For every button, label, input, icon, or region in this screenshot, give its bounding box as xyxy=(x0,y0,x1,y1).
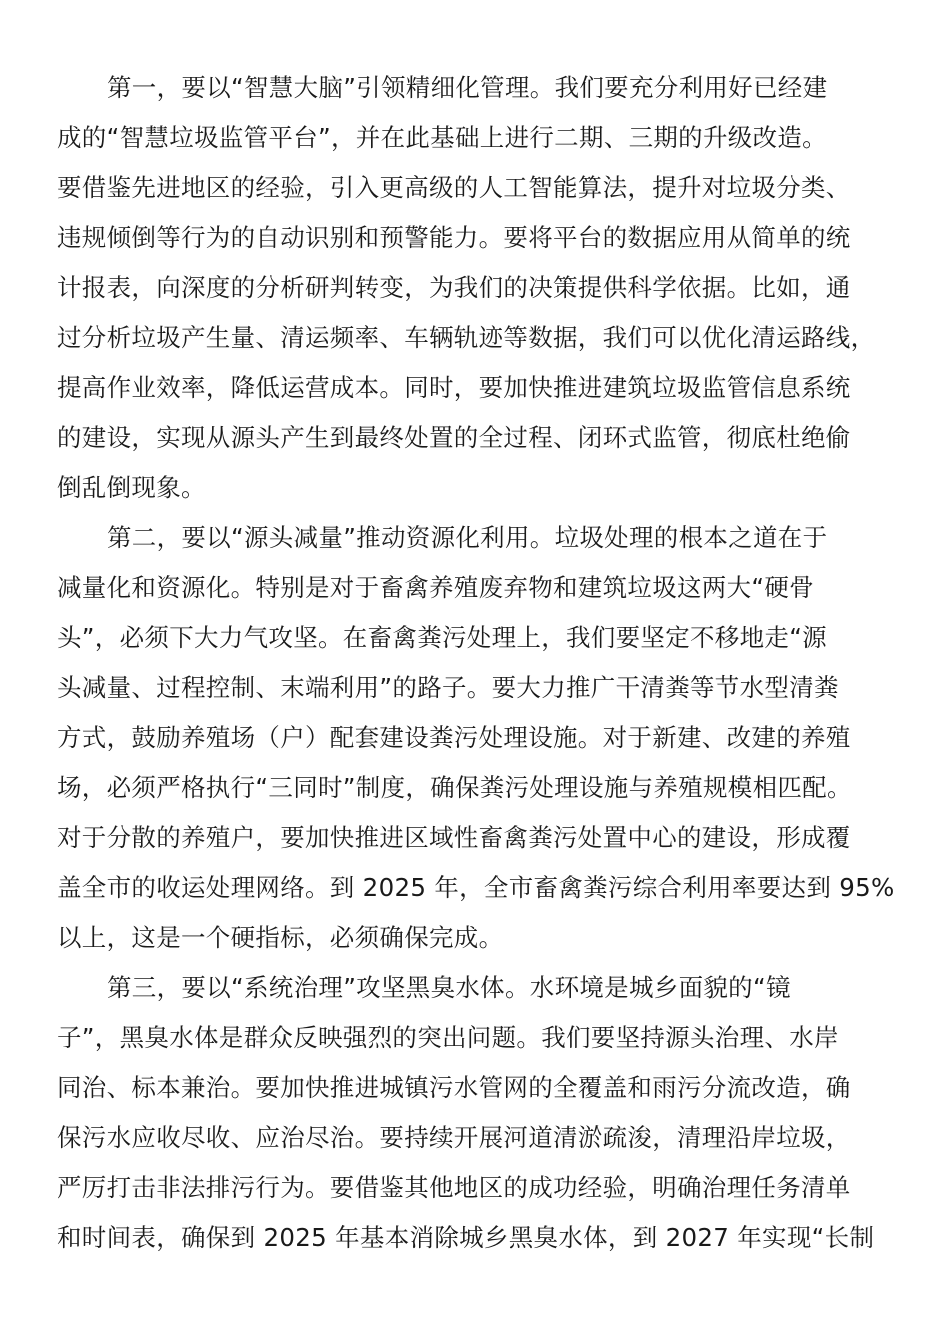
paragraph-2-line-8: 盖全市的收运处理网络。到 2025 年，全市畜禽粪污综合利用率要达到 95% xyxy=(57,873,895,902)
paragraph-2-line-4: 头减量、过程控制、末端利用”的路子。要大力推广干清粪等节水型清粪 xyxy=(57,673,839,702)
paragraph-2-line-6: 场，必须严格执行“三同时”制度，确保粪污处理设施与养殖规模相匹配。 xyxy=(57,773,852,802)
paragraph-2-line-1: 第二，要以“源头减量”推动资源化利用。垃圾处理的根本之道在于 xyxy=(107,523,828,552)
paragraph-1-line-3: 要借鉴先进地区的经验，引入更高级的人工智能算法，提升对垃圾分类、 xyxy=(57,173,851,202)
paragraph-3-line-3: 同治、标本兼治。要加快推进城镇污水管网的全覆盖和雨污分流改造，确 xyxy=(57,1073,851,1102)
paragraph-3-line-2: 子”，黑臭水体是群众反映强烈的突出问题。我们要坚持源头治理、水岸 xyxy=(57,1023,839,1052)
paragraph-1-line-7: 提高作业效率，降低运营成本。同时，要加快推进建筑垃圾监管信息系统 xyxy=(57,373,851,402)
paragraph-1-line-4: 违规倾倒等行为的自动识别和预警能力。要将平台的数据应用从简单的统 xyxy=(57,223,851,252)
paragraph-2-line-5: 方式，鼓励养殖场（户）配套建设粪污处理设施。对于新建、改建的养殖 xyxy=(57,723,851,752)
paragraph-2-line-9: 以上，这是一个硬指标，必须确保完成。 xyxy=(57,923,504,952)
paragraph-3-line-4: 保污水应收尽收、应治尽治。要持续开展河道清淤疏浚，清理沿岸垃圾， xyxy=(57,1123,851,1152)
paragraph-2-line-7: 对于分散的养殖户，要加快推进区域性畜禽粪污处置中心的建设，形成覆 xyxy=(57,823,851,852)
paragraph-2-line-2: 减量化和资源化。特别是对于畜禽养殖废弃物和建筑垃圾这两大“硬骨 xyxy=(57,573,814,602)
paragraph-1-line-1: 第一，要以“智慧大脑”引领精细化管理。我们要充分利用好已经建 xyxy=(107,73,828,102)
paragraph-1-line-5: 计报表，向深度的分析研判转变，为我们的决策提供科学依据。比如，通 xyxy=(57,273,851,302)
paragraph-1-line-2: 成的“智慧垃圾监管平台”，并在此基础上进行二期、三期的升级改造。 xyxy=(57,123,827,152)
paragraph-1-line-6: 过分析垃圾产生量、清运频率、车辆轨迹等数据，我们可以优化清运路线， xyxy=(57,323,876,352)
paragraph-3-line-5: 严厉打击非法排污行为。要借鉴其他地区的成功经验，明确治理任务清单 xyxy=(57,1173,851,1202)
paragraph-1-line-8: 的建设，实现从源头产生到最终处置的全过程、闭环式监管，彻底杜绝偷 xyxy=(57,423,851,452)
paragraph-3-line-6: 和时间表，确保到 2025 年基本消除城乡黑臭水体，到 2027 年实现“长制 xyxy=(57,1223,875,1252)
paragraph-2-line-3: 头”，必须下大力气攻坚。在畜禽粪污处理上，我们要坚定不移地走“源 xyxy=(57,623,827,652)
paragraph-3-line-1: 第三，要以“系统治理”攻坚黑臭水体。水环境是城乡面貌的“镜 xyxy=(107,973,791,1002)
paragraph-1-line-9: 倒乱倒现象。 xyxy=(57,473,206,502)
